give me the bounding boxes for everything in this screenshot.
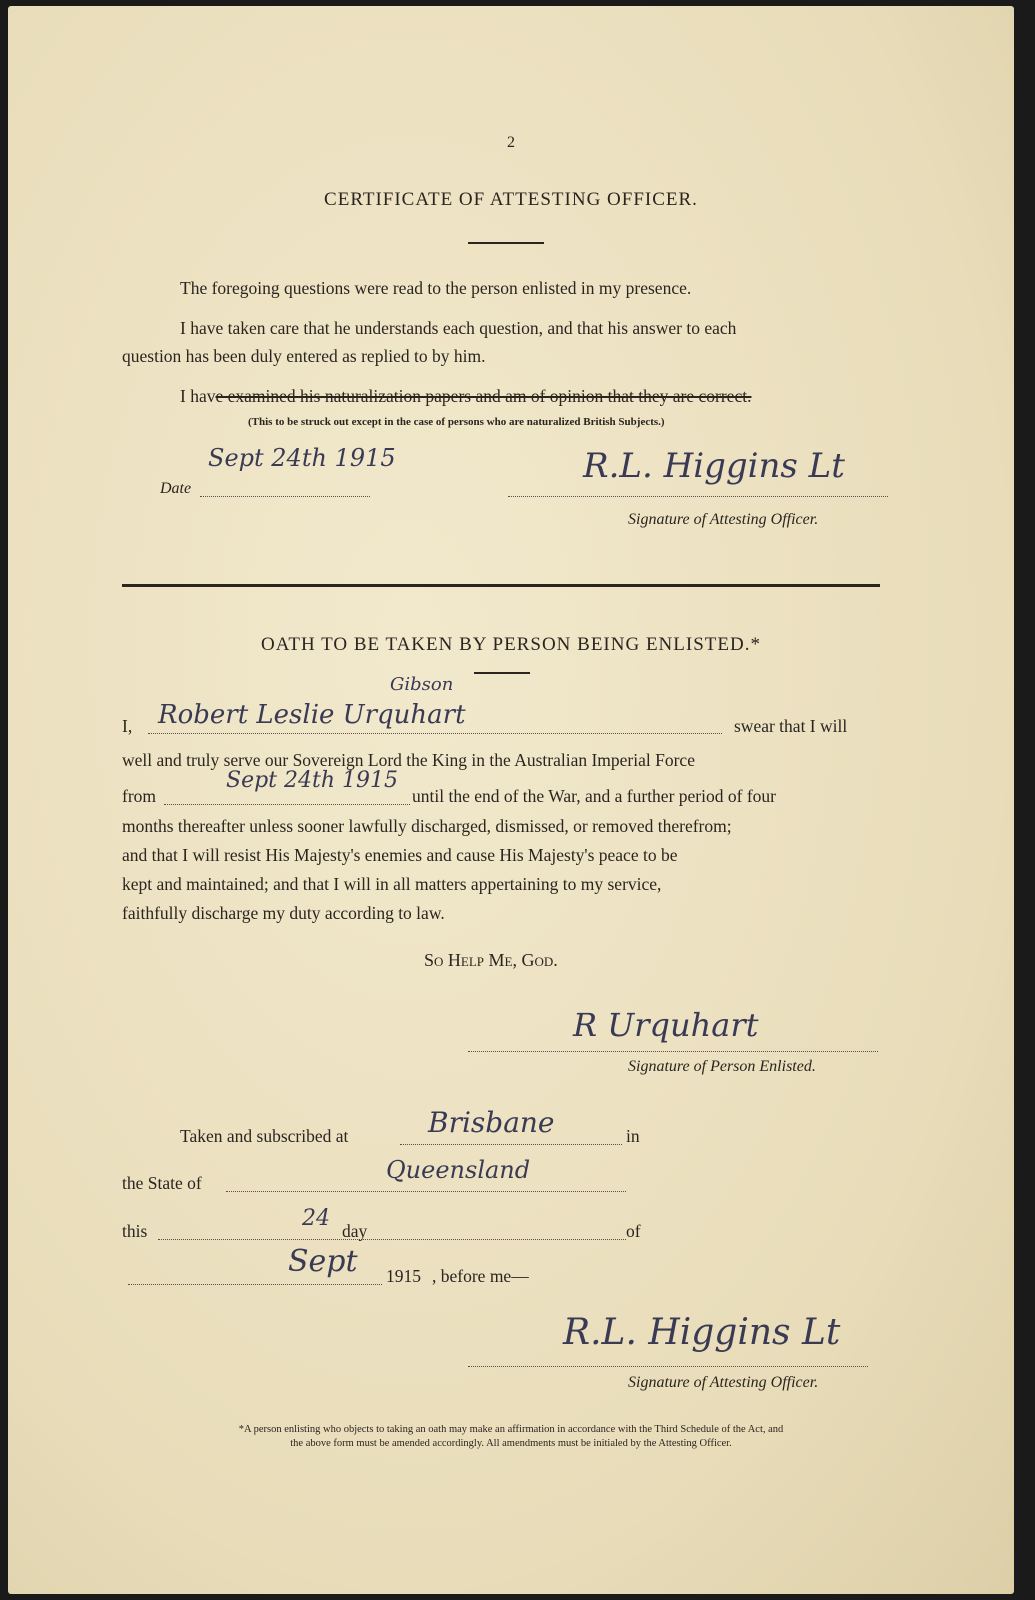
officer-signature-caption-1: Signature of Attesting Officer. [628, 511, 819, 528]
certificate-paragraph-2-line-2: question has been duly entered as replied to by him. [122, 346, 486, 366]
oath-line-3: until the end of the War, and a further period of four [412, 786, 776, 806]
oath-line-7: faithfully discharge my duty according to law. [122, 903, 445, 923]
enlistee-signature-line [468, 1051, 878, 1052]
naturalization-struck-text: e examined his naturalization papers and am of opinion that they are correct. [215, 386, 752, 406]
name-insert-handwritten: Gibson [390, 674, 454, 695]
footnote-line-2: the above form must be amended accordingly. All amendments must be initialed by the Attesting Officer. [290, 1438, 732, 1449]
place-handwritten: Brisbane [428, 1106, 555, 1139]
document-page [8, 6, 1014, 1594]
day-line [158, 1239, 626, 1240]
page-number: 2 [507, 134, 515, 151]
date-line [200, 496, 370, 497]
footnote-line-1: *A person enlisting who objects to taking an oath may make an affirmation in accordance with the Third Schedule of the Act, and [238, 1424, 784, 1435]
oath-title: OATH TO BE TAKEN BY PERSON BEING ENLISTED.* [261, 634, 761, 655]
from-date-handwritten: Sept 24th 1915 [226, 768, 398, 793]
naturalization-statement [180, 382, 751, 411]
oath-title-divider [474, 672, 530, 674]
state-label: the State of [122, 1173, 202, 1193]
name-line [148, 733, 722, 734]
oath-line-4: months thereafter unless sooner lawfully discharged, dismissed, or removed therefrom; [122, 816, 732, 836]
from-line [164, 804, 410, 805]
taken-label: Taken and subscribed at [180, 1126, 349, 1146]
before-me-text: , before me— [432, 1266, 529, 1286]
date-label: Date [160, 480, 192, 497]
certificate-paragraph-2-line-1: I have taken care that he understands each question, and that his answer to each [180, 318, 737, 338]
enlistee-signature: R Urquhart [573, 1006, 759, 1044]
month-line [128, 1284, 382, 1285]
month-handwritten: Sept [288, 1244, 358, 1279]
section-divider [122, 584, 880, 587]
state-line [226, 1191, 626, 1192]
day-handwritten: 24 [302, 1206, 330, 1231]
title-divider [468, 242, 544, 244]
enlistee-signature-caption: Signature of Person Enlisted. [628, 1058, 816, 1075]
in-label: in [626, 1126, 640, 1146]
this-label: this [122, 1221, 148, 1241]
oath-line-2: well and truly serve our Sovereign Lord the King in the Australian Imperial Force [122, 750, 695, 770]
oath-swear-text: swear that I will [734, 716, 848, 736]
state-handwritten: Queensland [386, 1156, 531, 1184]
officer-signature-2: R.L. Higgins Lt [563, 1312, 841, 1353]
oath-from-label: from [122, 786, 157, 806]
officer-signature-line-2 [468, 1366, 868, 1367]
naturalization-note: (This to be struck out except in the case of persons who are naturalized British Subjects.) [248, 416, 665, 428]
oath-line-5: and that I will resist His Majesty's enemies and cause His Majesty's peace to be [122, 845, 678, 865]
officer-signature-line [508, 496, 888, 497]
certificate-title: CERTIFICATE OF ATTESTING OFFICER. [324, 189, 698, 210]
certificate-paragraph-1: The foregoing questions were read to the person enlisted in my presence. [180, 278, 692, 298]
officer-signature-caption-2: Signature of Attesting Officer. [628, 1374, 819, 1391]
oath-closing: So Help Me, God. [424, 950, 558, 970]
date-handwritten: Sept 24th 1915 [208, 444, 396, 472]
officer-signature-1: R.L. Higgins Lt [583, 446, 845, 486]
of-label: of [626, 1221, 641, 1241]
naturalization-prefix: I hav [180, 386, 216, 406]
oath-i-label: I, [122, 716, 133, 736]
oath-line-6: kept and maintained; and that I will in all matters appertaining to my service, [122, 874, 662, 894]
place-line [400, 1144, 622, 1145]
day-label: day [342, 1221, 368, 1241]
enlistee-name-handwritten: Robert Leslie Urquhart [158, 700, 466, 730]
year-text: 1915 [386, 1266, 421, 1286]
